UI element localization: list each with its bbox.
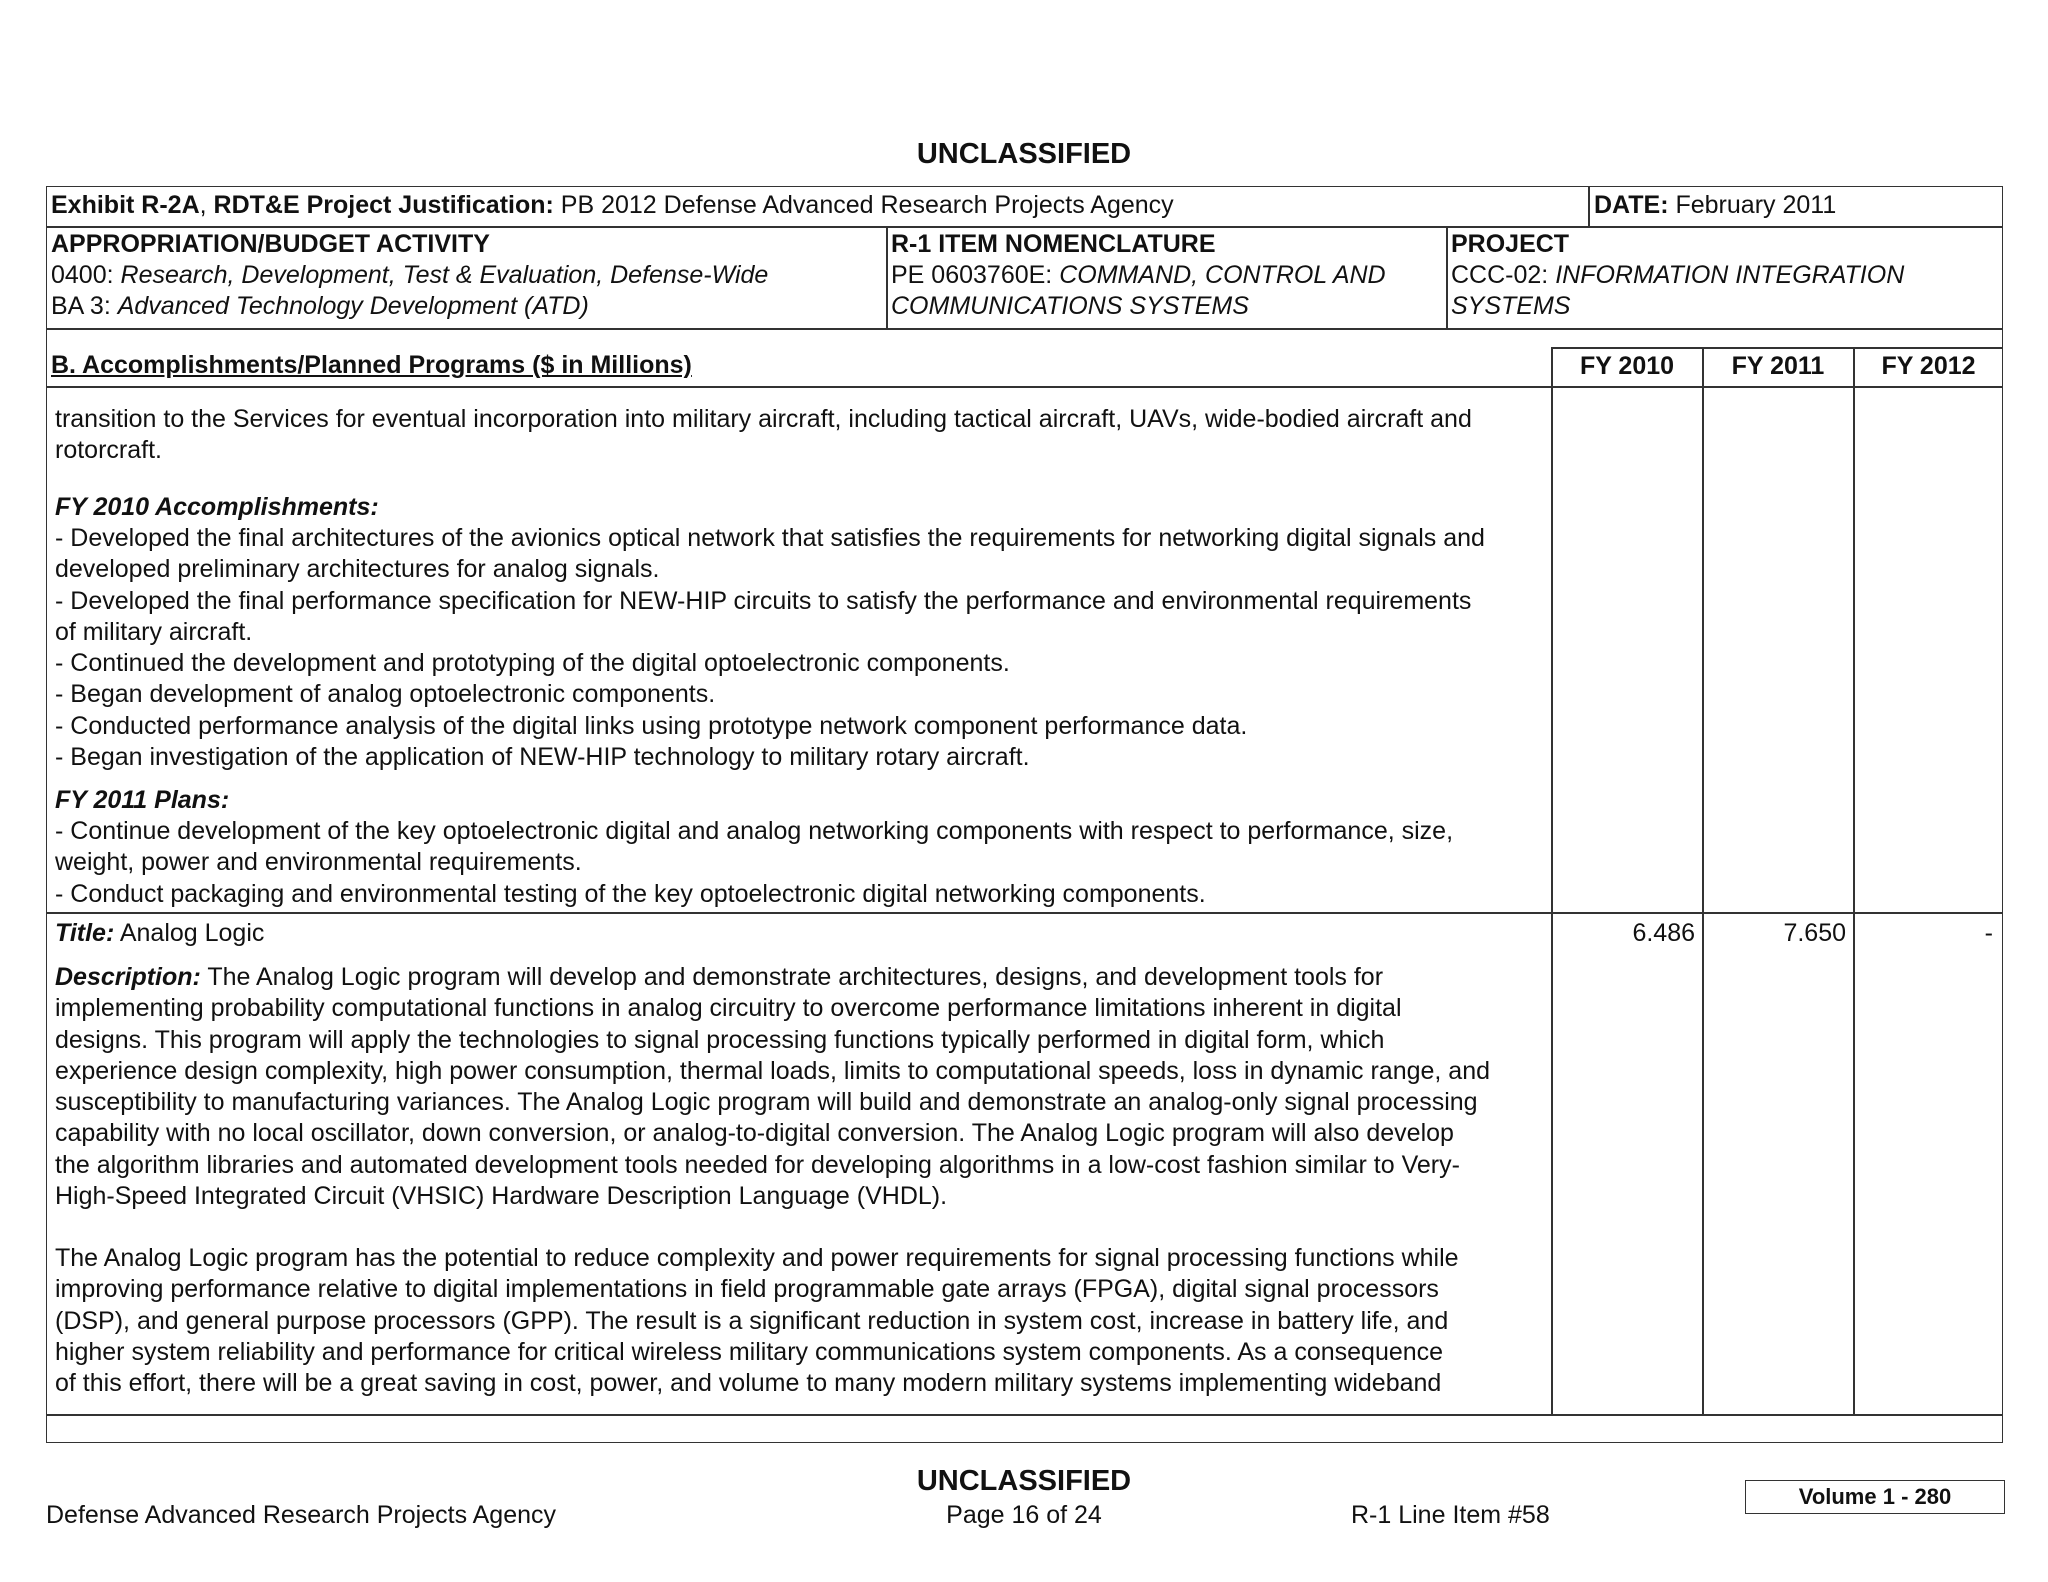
description-label: Description: — [55, 963, 201, 991]
divider-fy2012-col — [1853, 347, 1855, 1415]
r1-text-2: COMMUNICATIONS SYSTEMS — [891, 292, 1249, 320]
fy2010-heading: FY 2010 Accomplishments: — [55, 493, 379, 521]
analog-fy2012-value: - — [1984, 919, 1993, 947]
analog-title-label: Title: — [55, 919, 115, 947]
divider-r1 — [886, 226, 888, 329]
appropriation-label: APPROPRIATION/BUDGET ACTIVITY — [51, 230, 490, 258]
fy2011-plans — [55, 816, 1453, 910]
volume-label: Volume 1 - 280 — [1798, 1484, 1952, 1509]
divider-project — [1446, 226, 1448, 329]
volume-box — [1745, 1480, 2005, 1514]
project-code: CCC-02: — [1451, 261, 1556, 289]
analog-title — [55, 918, 264, 949]
para2-line-1: The Analog Logic program has the potential to reduce complexity and power requirements for signal processing functions while — [55, 1244, 1459, 1272]
project-cell — [1451, 229, 1904, 322]
date-label: DATE: — [1594, 191, 1669, 219]
appropriation-cell — [51, 229, 768, 322]
para2-line-2: improving performance relative to digital implementations in field programmable gate arrays (FPGA), digital signal processors — [55, 1275, 1439, 1304]
fy2011-line-1: - Continue development of the key optoelectronic digital and analog networking components with respect to performance, size, — [55, 817, 1454, 845]
fy-header-2012: FY 2012 — [1881, 352, 1976, 380]
analog-description — [55, 962, 1490, 1212]
appropriation-code-2: BA 3: — [51, 292, 118, 320]
fy2011-heading: FY 2011 Plans: — [55, 786, 230, 814]
divider-fy2010-col — [1551, 347, 1553, 1415]
r1-nomenclature-cell — [891, 229, 1386, 322]
justification-value: PB 2012 Defense Advanced Research Projects Agency — [553, 191, 1174, 219]
desc-line-1 — [55, 962, 1490, 993]
analog-fy2010-value: 6.486 — [1632, 919, 1695, 947]
fy-header-2011: FY 2011 — [1731, 352, 1825, 380]
continued-intro — [55, 404, 1472, 467]
divider-fy-header-top — [1551, 347, 2003, 349]
r1-line-1 — [891, 260, 1386, 291]
desc-line-1-text: The Analog Logic program will develop and demonstrate architectures, designs, and development tools for — [200, 963, 1384, 991]
desc-line-8: High-Speed Integrated Circuit (VHSIC) Hardware Description Language (VHDL). — [55, 1182, 948, 1211]
exhibit-separator: , — [199, 191, 214, 219]
para2-line-3: (DSP), and general purpose processors (GPP). The result is a significant reduction in system cost, increase in battery life, and — [55, 1306, 1449, 1335]
footer-page: Page 16 of 24 — [946, 1501, 1102, 1529]
divider-header — [46, 226, 2003, 228]
intro-line-2: rotorcraft. — [55, 436, 162, 465]
appropriation-line-2 — [51, 291, 768, 322]
fy2010-line-6: - Began development of analog optoelectronic components. — [55, 680, 716, 709]
appropriation-line-1 — [51, 260, 768, 291]
desc-line-4: experience design complexity, high power consumption, thermal loads, limits to computational speeds, loss in dynamic range, and — [55, 1056, 1491, 1085]
fy2011-line-2: weight, power and environmental requirements. — [55, 848, 582, 877]
divider-bottom — [46, 1414, 2003, 1416]
divider-section — [46, 386, 2003, 388]
analog-fy2011-value: 7.650 — [1783, 919, 1846, 947]
footer-line-item: R-1 Line Item #58 — [1351, 1501, 1550, 1529]
divider-fy2011-col — [1702, 347, 1704, 1415]
para2-line-5: of this effort, there will be a great saving in cost, power, and volume to many modern military systems implementing wideband — [55, 1369, 1442, 1398]
analog-paragraph-2 — [55, 1243, 1459, 1399]
exhibit-label: Exhibit R-2A — [51, 191, 200, 219]
fy2010-line-5: - Continued the development and prototyping of the digital optoelectronic components. — [55, 649, 1010, 678]
divider-appropriation — [46, 328, 2003, 330]
analog-title-value: Analog Logic — [114, 919, 265, 947]
desc-line-7: the algorithm libraries and automated development tools needed for developing algorithms in a low-cost fashion similar to Very- — [55, 1150, 1460, 1179]
desc-line-2: implementing probability computational functions in analog circuitry to overcome performance limitations inherent in digital — [55, 994, 1402, 1023]
date-field — [1594, 190, 1836, 221]
fy2010-line-1: - Developed the final architectures of the avionics optical network that satisfies the requirements for networking digital signals and — [55, 524, 1485, 552]
appropriation-code-1: 0400: — [51, 261, 121, 289]
fy2010-line-2: developed preliminary architectures for analog signals. — [55, 555, 660, 584]
project-line-1 — [1451, 260, 1904, 291]
appropriation-text-1: Research, Development, Test & Evaluation, Defense-Wide — [120, 261, 769, 289]
desc-line-3: designs. This program will apply the technologies to signal processing functions typically performed in digital form, which — [55, 1025, 1385, 1054]
desc-line-6: capability with no local oscillator, down conversion, or analog-to-digital conversion. The Analog Logic program will also develop — [55, 1119, 1454, 1148]
footer-agency: Defense Advanced Research Projects Agency — [46, 1501, 557, 1529]
r1-label: R-1 ITEM NOMENCLATURE — [891, 230, 1216, 258]
para2-line-4: higher system reliability and performance for critical wireless military communications system components. As a consequence — [55, 1337, 1444, 1366]
exhibit-title — [51, 190, 1174, 221]
desc-line-5: susceptibility to manufacturing variances. The Analog Logic program will build and demonstrate an analog-only signal processing — [55, 1088, 1478, 1117]
fy-header-2010: FY 2010 — [1579, 352, 1675, 380]
divider-analog-row — [46, 912, 2003, 914]
r1-text-1: COMMAND, CONTROL AND — [1059, 261, 1386, 289]
fy2010-line-7: - Conducted performance analysis of the digital links using prototype network component performance data. — [55, 711, 1248, 740]
project-label: PROJECT — [1451, 230, 1570, 258]
divider-date — [1588, 186, 1590, 227]
fy2011-line-3: - Conduct packaging and environmental testing of the key optoelectronic digital networking components. — [55, 879, 1206, 908]
fy2010-accomplishments — [55, 523, 1485, 773]
project-text-2: SYSTEMS — [1451, 292, 1571, 320]
classification-top: UNCLASSIFIED — [916, 138, 1132, 170]
project-text-1: INFORMATION INTEGRATION — [1555, 261, 1905, 289]
r1-code: PE 0603760E: — [891, 261, 1060, 289]
appropriation-text-2: Advanced Technology Development (ATD) — [117, 292, 589, 320]
fy2010-line-8: - Began investigation of the application of NEW-HIP technology to military rotary aircraft. — [55, 743, 1030, 772]
fy2010-line-3: - Developed the final performance specification for NEW-HIP circuits to satisfy the performance and environmental requirements — [55, 586, 1472, 615]
section-title: B. Accomplishments/Planned Programs ($ in Millions) — [51, 351, 692, 379]
date-value: February 2011 — [1668, 191, 1837, 219]
fy2010-line-4: of military aircraft. — [55, 617, 253, 646]
intro-line-1: transition to the Services for eventual incorporation into military aircraft, including tactical aircraft, UAVs, wide-bodied aircraft and — [55, 405, 1472, 433]
classification-bottom: UNCLASSIFIED — [916, 1465, 1132, 1497]
justification-label: RDT&E Project Justification: — [213, 191, 554, 219]
